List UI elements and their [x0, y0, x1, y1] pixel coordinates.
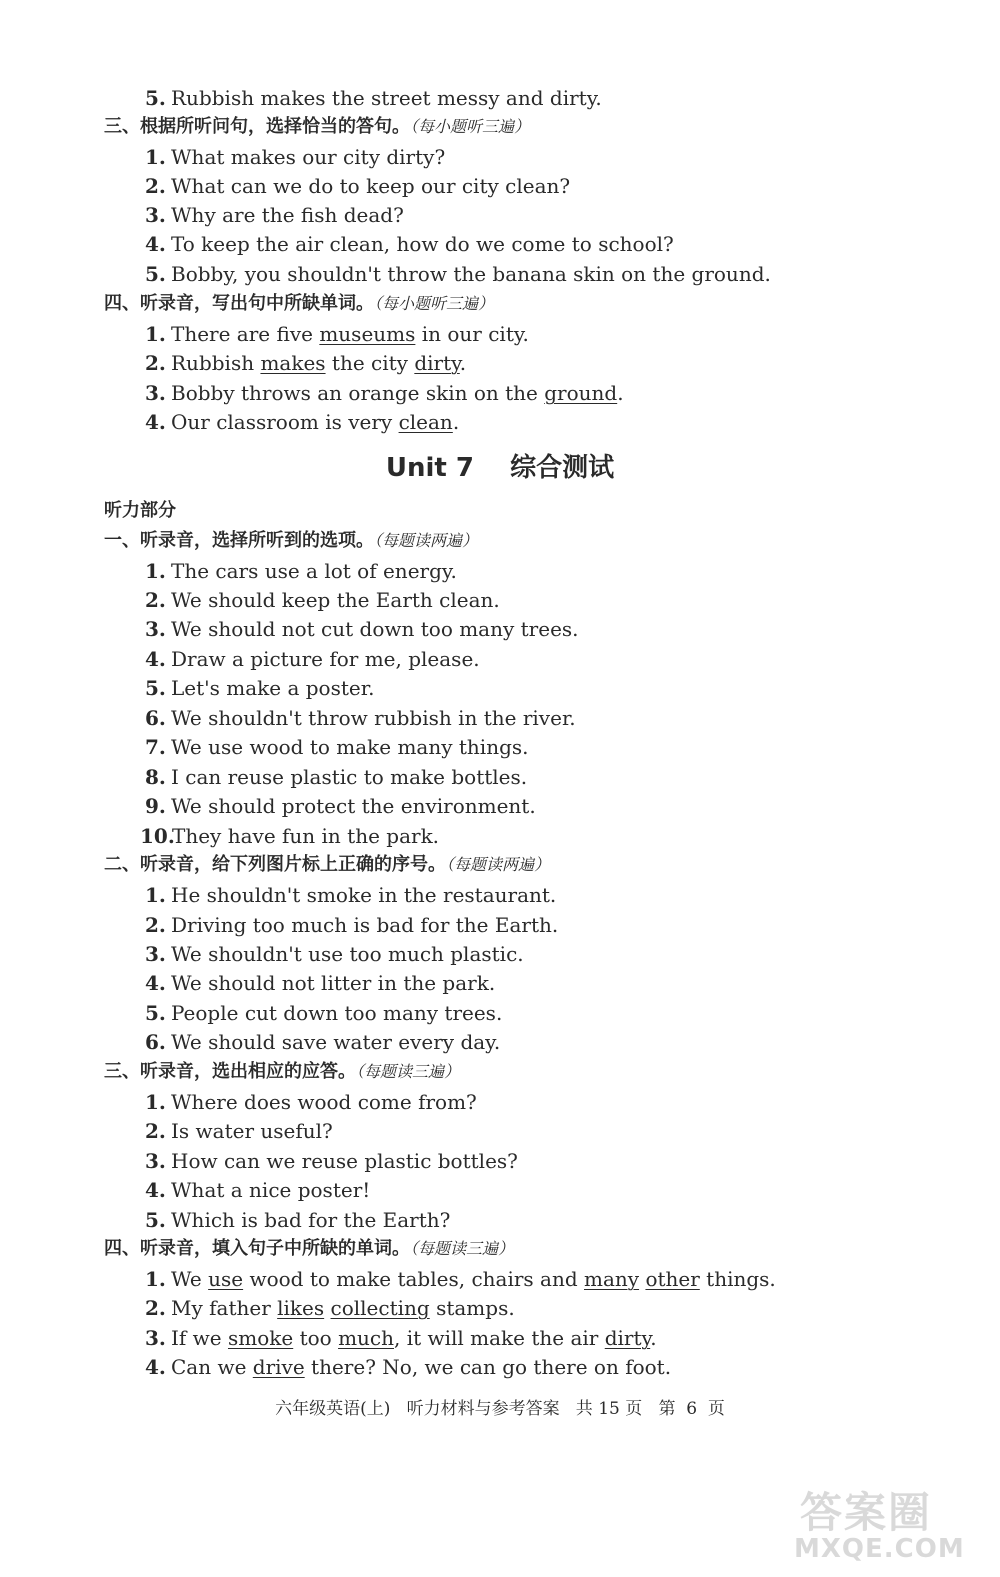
answer-word: many: [584, 1267, 640, 1291]
part-label: 听力部分: [104, 500, 176, 521]
item-number: 4.: [145, 232, 166, 256]
item-text: To keep the air clean, how do we come to school?: [171, 232, 674, 256]
item-number: 3.: [145, 942, 166, 966]
list-item: [145, 706, 576, 730]
list-item: [145, 1355, 671, 1379]
item-text: There are five: [171, 322, 320, 346]
answer-word: much: [338, 1326, 394, 1350]
list-item: [145, 647, 480, 671]
item-number: 4.: [145, 1178, 166, 1202]
item-text: They have fun in the park.: [172, 824, 440, 848]
list-item: [145, 913, 558, 937]
item-number: 5.: [145, 86, 166, 110]
page-footer: 六年级英语(上) 听力材料与参考答案 共 15 页 第 6 页: [275, 1399, 725, 1419]
answer-word: collecting: [330, 1296, 430, 1320]
item-number: 5.: [145, 262, 166, 286]
item-text: We: [171, 1267, 209, 1291]
item-text: We should protect the environment.: [171, 794, 536, 818]
item-text: in our city.: [415, 322, 529, 346]
watermark-url: MXQE.COM: [794, 1534, 965, 1564]
item-number: 1.: [145, 883, 166, 907]
item-text: We shouldn't throw rubbish in the river.: [171, 706, 576, 730]
list-item: [145, 203, 404, 227]
item-number: 1.: [145, 1267, 166, 1291]
item-number: 5.: [145, 1208, 166, 1232]
section-title: 二、听录音，给下列图片标上正确的序号。: [104, 854, 446, 875]
item-text: We should keep the Earth clean.: [171, 588, 500, 612]
answer-word: clean: [398, 410, 453, 434]
item-text: Bobby throws an orange skin on the: [171, 381, 545, 405]
item-number: 1.: [145, 559, 166, 583]
item-number: 2.: [145, 174, 166, 198]
section-heading: [104, 115, 530, 139]
item-number: 4.: [145, 647, 166, 671]
section-note: （每题读三遍）: [356, 1062, 461, 1081]
list-item: [145, 765, 527, 789]
item-text: the city: [325, 351, 415, 375]
item-text: Let's make a poster.: [171, 676, 375, 700]
item-number: 5.: [145, 1001, 166, 1025]
item-text: .: [617, 381, 624, 405]
item-number: 3.: [145, 617, 166, 641]
unit-title: Unit 7 综合测试: [385, 453, 615, 483]
item-number: 1.: [145, 145, 166, 169]
answer-word: museums: [319, 322, 416, 346]
answer-word: dirty: [414, 351, 460, 375]
item-text: Is water useful?: [171, 1119, 333, 1143]
list-item: [145, 735, 529, 759]
answer-word: makes: [260, 351, 326, 375]
list-item: [145, 1119, 333, 1143]
item-number: 10.: [140, 824, 175, 848]
list-item: [145, 1149, 518, 1173]
section-note: （每题读三遍）: [410, 1239, 515, 1258]
answer-word: other: [645, 1267, 700, 1291]
list-item: [145, 1090, 477, 1114]
list-item: [145, 145, 445, 169]
list-item: [145, 559, 457, 583]
answer-word: smoke: [227, 1326, 294, 1350]
item-text: What a nice poster!: [171, 1178, 371, 1202]
answer-word: likes: [277, 1296, 325, 1320]
item-number: 4.: [145, 971, 166, 995]
item-number: 4.: [145, 410, 166, 434]
item-number: 3.: [145, 1326, 166, 1350]
section-heading: [104, 1237, 514, 1261]
list-item: [145, 1178, 370, 1202]
section-heading: [104, 853, 550, 877]
list-item: [145, 1267, 776, 1291]
list-item: [145, 262, 771, 286]
item-text: Can we: [171, 1355, 253, 1379]
list-item: [145, 617, 579, 641]
item-text: .: [650, 1326, 657, 1350]
list-item: [145, 86, 602, 110]
section-title: 三、根据所听问句，选择恰当的答句。: [104, 116, 410, 137]
item-text: We use wood to make many things.: [171, 735, 529, 759]
item-text: Rubbish: [171, 351, 261, 375]
item-text: Where does wood come from?: [171, 1090, 477, 1114]
list-item: [145, 942, 524, 966]
section-note: （每题读两遍）: [446, 855, 551, 874]
item-number: 1.: [145, 322, 166, 346]
list-item: [145, 676, 374, 700]
answer-word: use: [208, 1267, 244, 1291]
item-text: If we: [171, 1326, 228, 1350]
list-item: [145, 1208, 450, 1232]
item-number: 6.: [145, 706, 166, 730]
list-item: [145, 232, 674, 256]
item-number: 3.: [145, 203, 166, 227]
item-text: How can we reuse plastic bottles?: [171, 1149, 518, 1173]
list-item: [145, 381, 624, 405]
item-number: 2.: [145, 351, 166, 375]
item-text: My father: [171, 1296, 278, 1320]
section-heading: [104, 1060, 460, 1084]
section-title: 一、听录音，选择所听到的选项。: [104, 530, 374, 551]
item-text: The cars use a lot of energy.: [171, 559, 457, 583]
item-text: We should not litter in the park.: [171, 971, 496, 995]
section-heading: [104, 529, 478, 553]
answer-word: drive: [252, 1355, 305, 1379]
section-note: （每小题听三遍）: [374, 294, 495, 313]
item-number: 2.: [145, 588, 166, 612]
item-text: there? No, we can go there on foot.: [304, 1355, 672, 1379]
watermark-text: 答案圈: [800, 1488, 933, 1537]
item-text: We should not cut down too many trees.: [171, 617, 579, 641]
section-note: （每小题听三遍）: [410, 117, 531, 136]
item-number: 2.: [145, 1119, 166, 1143]
item-text: Bobby, you shouldn't throw the banana skin on the ground.: [171, 262, 771, 286]
list-item: [145, 322, 529, 346]
item-text: Rubbish makes the street messy and dirty.: [171, 86, 602, 110]
list-item: [145, 971, 495, 995]
item-text: Draw a picture for me, please.: [171, 647, 480, 671]
item-number: 8.: [145, 765, 166, 789]
list-item: [145, 1296, 515, 1320]
item-number: 2.: [145, 913, 166, 937]
item-number: 9.: [145, 794, 166, 818]
item-text: People cut down too many trees.: [171, 1001, 503, 1025]
item-text: .: [452, 410, 460, 434]
item-text: .: [459, 351, 467, 375]
item-text: wood to make tables, chairs and: [243, 1267, 584, 1291]
list-item: [145, 588, 500, 612]
item-text: things.: [699, 1267, 776, 1291]
item-text: Driving too much is bad for the Earth.: [171, 913, 559, 937]
item-number: 5.: [145, 676, 166, 700]
item-text: He shouldn't smoke in the restaurant.: [171, 883, 557, 907]
item-number: 7.: [145, 735, 166, 759]
item-number: 3.: [145, 381, 166, 405]
section-note: （每题读两遍）: [374, 531, 479, 550]
list-item: [145, 883, 556, 907]
item-text: , it will make the air: [394, 1326, 605, 1350]
list-item: [145, 1001, 502, 1025]
section-heading: [104, 292, 494, 316]
item-number: 6.: [145, 1030, 166, 1054]
list-item: [145, 794, 536, 818]
watermark-logo: [790, 1480, 990, 1570]
item-number: 4.: [145, 1355, 166, 1379]
section-title: 三、听录音，选出相应的应答。: [104, 1061, 356, 1082]
section-title: 四、听录音，填入句子中所缺的单词。: [104, 1238, 410, 1259]
item-number: 3.: [145, 1149, 166, 1173]
item-text: stamps.: [429, 1296, 515, 1320]
item-text: We shouldn't use too much plastic.: [171, 942, 524, 966]
list-item: [145, 1030, 500, 1054]
item-text: We should save water every day.: [171, 1030, 501, 1054]
list-item: [145, 351, 466, 375]
list-item: [145, 174, 570, 198]
item-text: too: [293, 1326, 339, 1350]
list-item: [145, 1326, 657, 1350]
item-text: Why are the fish dead?: [171, 203, 404, 227]
list-item: [140, 824, 439, 848]
section-title: 四、听录音，写出句中所缺单词。: [104, 293, 374, 314]
item-number: 1.: [145, 1090, 166, 1114]
item-text: What can we do to keep our city clean?: [171, 174, 571, 198]
answer-word: dirty: [604, 1326, 651, 1350]
list-item: [145, 410, 459, 434]
item-text: Which is bad for the Earth?: [171, 1208, 451, 1232]
item-text: What makes our city dirty?: [171, 145, 446, 169]
item-text: Our classroom is very: [171, 410, 399, 434]
item-text: I can reuse plastic to make bottles.: [171, 765, 528, 789]
item-number: 2.: [145, 1296, 166, 1320]
answer-word: ground: [544, 381, 618, 405]
